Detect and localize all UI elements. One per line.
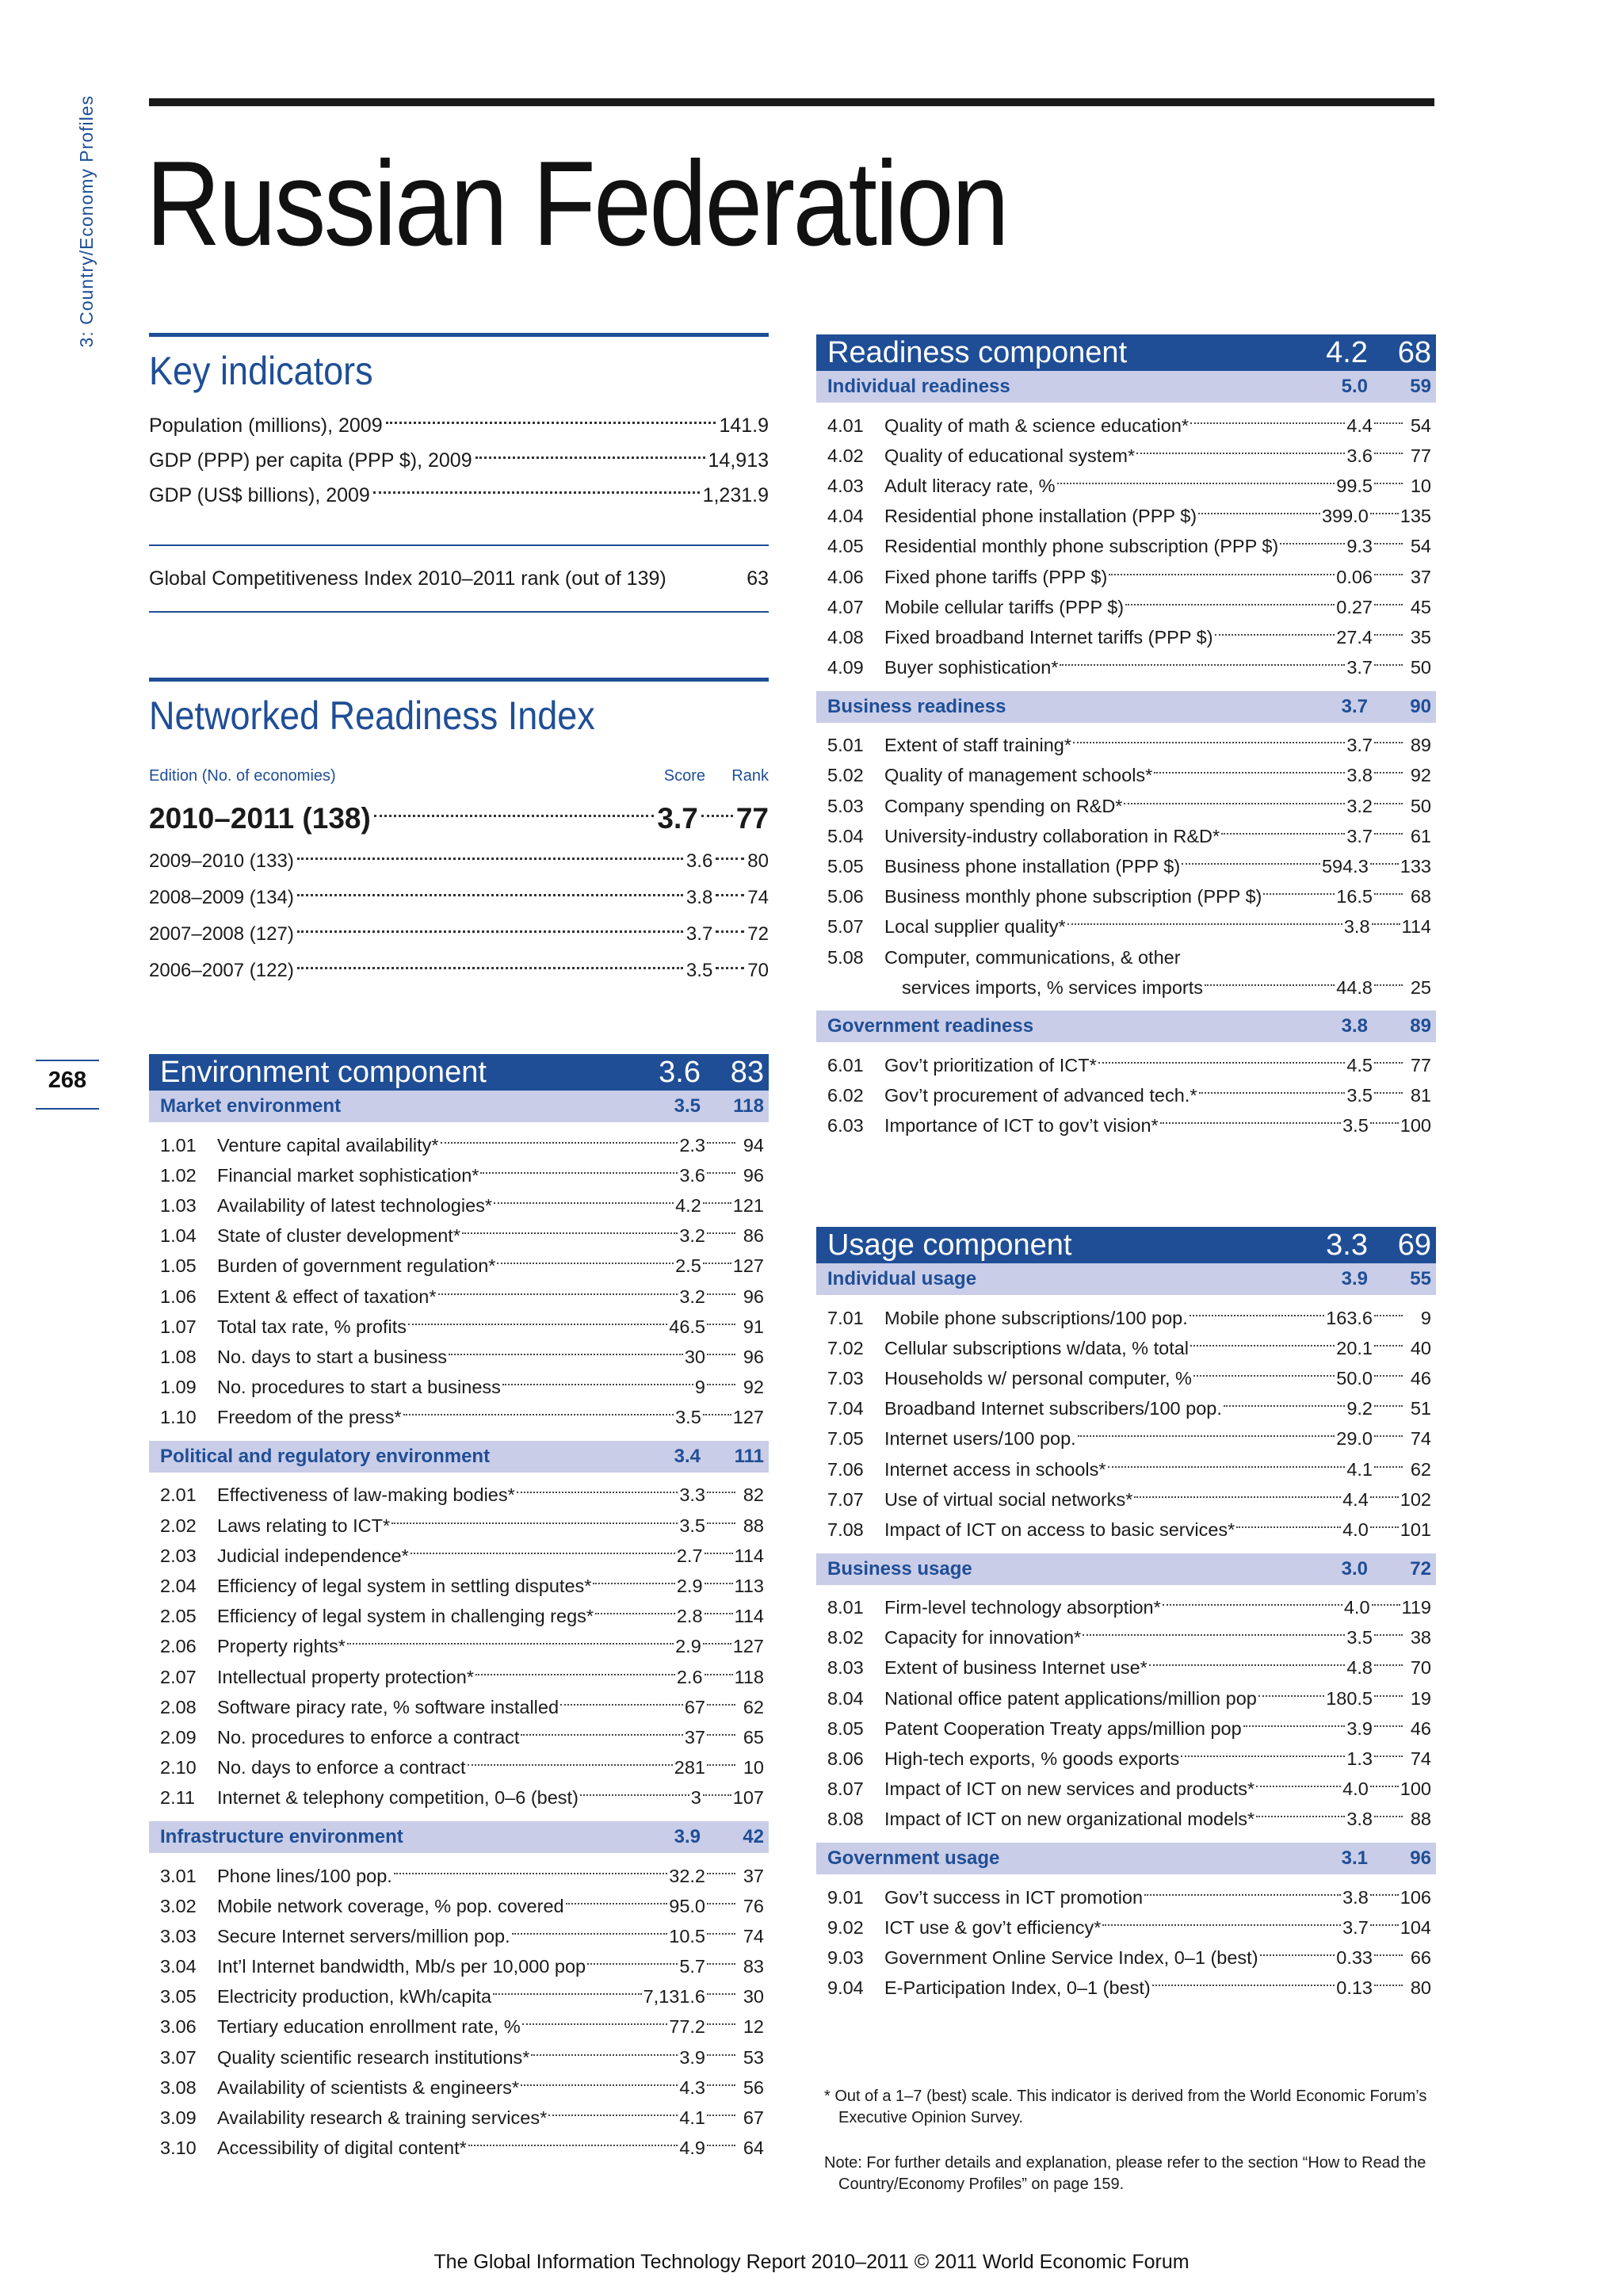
indicator-row: 1.06 Extent & effect of taxation* 3.2 96 (160, 1286, 764, 1307)
indicator-row: 2.02 Laws relating to ICT* 3.5 88 (160, 1515, 764, 1536)
indicator-row: 8.06 High-tech exports, % goods exports 1.3 74 (827, 1748, 1431, 1770)
page-title: Russian Federation (146, 136, 1008, 271)
indicator-row: 8.07 Impact of ICT on new services and products* 4.0 100 (827, 1778, 1431, 1800)
key-indicator-row: Population (millions), 2009 141.9 (149, 414, 769, 437)
indicator-row: 2.09 No. procedures to enforce a contract 37 65 (160, 1726, 764, 1748)
indicator-row: 2.10 No. days to enforce a contract 281 10 (160, 1757, 764, 1778)
indicator-row: 7.06 Internet access in schools* 4.1 62 (827, 1458, 1431, 1480)
section-rule (149, 333, 769, 337)
footnotes (816, 2086, 1436, 2195)
indicator-row: 8.03 Extent of business Internet use* 4.8 70 (827, 1657, 1431, 1679)
indicator-row: 7.02 Cellular subscriptions w/data, % total 20.1 40 (827, 1337, 1431, 1358)
subcomponent-header: Infrastructure environment 3.9 42 (149, 1821, 769, 1853)
indicator-row: 8.08 Impact of ICT on new organizational models* 3.8 88 (827, 1809, 1431, 1830)
indicator-row: 3.02 Mobile network coverage, % pop. covered 95.0 76 (160, 1895, 764, 1916)
indicator-row: 3.10 Accessibility of digital content* 4.9 64 (160, 2137, 764, 2159)
indicator-row: 4.07 Mobile cellular tariffs (PPP $) 0.27 45 (827, 596, 1431, 617)
indicator-row: 3.06 Tertiary education enrollment rate, % 77.2 12 (160, 2016, 764, 2038)
indicator-list (816, 403, 1436, 688)
indicator-row: 5.02 Quality of management schools* 3.8 92 (827, 765, 1431, 786)
indicator-row: 2.06 Property rights* 2.9 127 (160, 1636, 764, 1657)
key-indicators (149, 333, 769, 613)
indicator-row: 4.03 Adult literacy rate, % 99.5 10 (827, 475, 1431, 496)
subcomponent-header: Political and regulatory environment 3.4 111 (149, 1441, 769, 1473)
indicator-row: 9.01 Gov’t success in ICT promotion 3.8 106 (827, 1886, 1431, 1908)
indicator-row: 1.03 Availability of latest technologies* 4.2 121 (160, 1194, 764, 1216)
indicator-row: 1.01 Venture capital availability* 2.3 94 (160, 1134, 764, 1156)
indicator-row: 5.04 University-industry collaboration in R&D* 3.7 61 (827, 825, 1431, 846)
key-indicator-row: GDP (US$ billions), 2009 1,231.9 (149, 483, 769, 506)
indicator-row: 9.04 E-Participation Index, 0–1 (best) 0.13 80 (827, 1977, 1431, 1999)
indicator-row: 5.05 Business phone installation (PPP $) 594.3 133 (827, 856, 1431, 877)
indicator-row: 1.09 No. procedures to start a business 9 92 (160, 1377, 764, 1398)
subcomponent-header: Business usage 3.0 72 (816, 1553, 1436, 1585)
environment-component (149, 1054, 769, 2168)
subcomponent-header: Market environment 3.5 118 (149, 1091, 769, 1122)
indicator-row: 7.04 Broadband Internet subscribers/100 pop. 9.2 51 (827, 1398, 1431, 1419)
indicator-row: 5.08 Computer, communications, & other (827, 946, 1181, 968)
nri-column-headers: Edition (No. of economies) Score Rank (149, 766, 769, 785)
indicator-row: 2.11 Internet & telephony competition, 0–6 (best) 3 107 (160, 1787, 764, 1809)
indicator-row: 5.03 Company spending on R&D* 3.2 50 (827, 795, 1431, 816)
nri-history-row: 2007–2008 (127) 3.7 72 (149, 923, 769, 945)
side-tab: 3: Country/Economy Profiles (76, 95, 97, 348)
indicator-row: 8.04 National office patent applications/million pop 180.5 19 (827, 1687, 1431, 1709)
indicator-row: 7.05 Internet users/100 pop. 29.0 74 (827, 1428, 1431, 1450)
indicator-list (816, 1874, 1436, 2008)
indicator-row: 3.07 Quality scientific research institutions* 3.9 53 (160, 2046, 764, 2068)
footnote-note: Note: For further details and explanation, please refer to the section “How to Read the Country/Economy Profiles” on page 159. (824, 2154, 1426, 2193)
indicator-row: 2.04 Efficiency of legal system in settling disputes* 2.9 113 (160, 1576, 764, 1597)
indicator-row: 4.09 Buyer sophistication* 3.7 50 (827, 657, 1431, 678)
section-rule (149, 611, 769, 613)
page-footer: The Global Information Technology Report 2010–2011 © 2011 World Economic Forum (433, 2251, 1190, 2273)
indicator-row: 6.01 Gov’t prioritization of ICT* 4.5 77 (827, 1054, 1431, 1075)
indicator-row: 5.01 Extent of staff training* 3.7 89 (827, 735, 1431, 756)
readiness-component (816, 334, 1436, 1146)
indicator-row: 2.07 Intellectual property protection* 2.6 118 (160, 1666, 764, 1687)
indicator-list (149, 1853, 769, 2168)
indicator-row: 4.02 Quality of educational system* 3.6 77 (827, 445, 1431, 466)
section-rule (149, 678, 769, 682)
nri-history-row: 2008–2009 (134) 3.8 74 (149, 887, 769, 908)
environment-component-header: Environment component 3.6 83 (149, 1054, 769, 1091)
nri-history-row: 2009–2010 (133) 3.6 80 (149, 850, 769, 872)
indicator-row: 3.01 Phone lines/100 pop. 32.2 37 (160, 1865, 764, 1886)
indicator-row: 9.03 Government Online Service Index, 0–1 (best) 0.33 66 (827, 1946, 1431, 1968)
indicator-list (816, 723, 1436, 1008)
indicator-row: 8.02 Capacity for innovation* 3.5 38 (827, 1627, 1431, 1648)
key-indicators-heading: Key indicators (149, 349, 373, 393)
indicator-row: 8.05 Patent Cooperation Treaty apps/million pop 3.9 46 (827, 1717, 1431, 1739)
indicator-row-continued: services imports, % services imports 44.8 25 (902, 976, 1431, 998)
nri-heading: Networked Readiness Index (149, 693, 595, 738)
indicator-row: 2.08 Software piracy rate, % software installed 67 62 (160, 1696, 764, 1717)
indicator-list (149, 1122, 769, 1438)
top-rule (149, 98, 1434, 106)
nri-history-row: 2006–2007 (122) 3.5 70 (149, 960, 769, 981)
indicator-row: 3.03 Secure Internet servers/million pop. 10.5 74 (160, 1925, 764, 1946)
indicator-row: 3.09 Availability research & training services* 4.1 67 (160, 2107, 764, 2129)
indicator-list (816, 1042, 1436, 1146)
subcomponent-header: Individual readiness 5.0 59 (816, 371, 1436, 403)
indicator-row: 7.03 Households w/ personal computer, % 50.0 46 (827, 1367, 1431, 1389)
indicator-row: 7.01 Mobile phone subscriptions/100 pop. 163.6 9 (827, 1307, 1431, 1328)
page-number-rule (36, 1108, 99, 1110)
usage-component (816, 1227, 1436, 2008)
indicator-row: 4.05 Residential monthly phone subscription (PPP $) 9.3 54 (827, 536, 1431, 557)
indicator-list (816, 1585, 1436, 1840)
subcomponent-header: Individual usage 3.9 55 (816, 1263, 1436, 1295)
indicator-row: 1.02 Financial market sophistication* 3.6 96 (160, 1164, 764, 1186)
indicator-list (149, 1473, 769, 1818)
indicator-row: 5.06 Business monthly phone subscription (PPP $) 16.5 68 (827, 886, 1431, 907)
indicator-row: 9.02 ICT use & gov’t efficiency* 3.7 104 (827, 1916, 1431, 1938)
indicator-row: 1.04 State of cluster development* 3.2 86 (160, 1225, 764, 1247)
indicator-row: 3.05 Electricity production, kWh/capita 7,131.6 30 (160, 1986, 764, 2008)
indicator-row: 2.03 Judicial independence* 2.7 114 (160, 1545, 764, 1566)
indicator-row: 1.08 No. days to start a business 30 96 (160, 1346, 764, 1367)
indicator-row: 3.08 Availability of scientists & engineers* 4.3 56 (160, 2076, 764, 2098)
indicator-list (816, 1295, 1436, 1550)
usage-component-header: Usage component 3.3 69 (816, 1227, 1436, 1263)
indicator-row: 1.10 Freedom of the press* 3.5 127 (160, 1407, 764, 1428)
indicator-row: 4.06 Fixed phone tariffs (PPP $) 0.06 37 (827, 566, 1431, 587)
indicator-row: 3.04 Int’l Internet bandwidth, Mb/s per 10,000 pop 5.7 83 (160, 1956, 764, 1977)
nri-current-row: 2010–2011 (138) 3.7 77 (149, 802, 769, 835)
key-indicator-row: GDP (PPP) per capita (PPP $), 2009 14,913 (149, 449, 769, 472)
indicator-row: 8.01 Firm-level technology absorption* 4.0 119 (827, 1597, 1431, 1618)
indicator-row: 4.08 Fixed broadband Internet tariffs (PPP $) 27.4 35 (827, 626, 1431, 648)
indicator-row: 5.07 Local supplier quality* 3.8 114 (827, 916, 1431, 938)
nri-section (149, 678, 769, 989)
subcomponent-header: Government readiness 3.8 89 (816, 1010, 1436, 1042)
indicator-row: 6.02 Gov’t procurement of advanced tech.* 3.5 81 (827, 1085, 1431, 1106)
section-rule (149, 544, 769, 546)
indicator-row: 2.01 Effectiveness of law-making bodies* 3.3 82 (160, 1484, 764, 1506)
indicator-row: 4.04 Residential phone installation (PPP $) 399.0 135 (827, 506, 1431, 527)
readiness-component-header: Readiness component 4.2 68 (816, 334, 1436, 371)
indicator-row: 4.01 Quality of math & science education* 4.4 54 (827, 415, 1431, 436)
indicator-row: 7.07 Use of virtual social networks* 4.4 102 (827, 1488, 1431, 1510)
footnote-star: * Out of a 1–7 (best) scale. This indicator is derived from the World Economic Forum’s Executive Opinion Survey. (824, 2088, 1427, 2126)
gci-row: Global Competitiveness Index 2010–2011 rank (out of 139) 63 (149, 567, 769, 590)
page-number: 268 (48, 1068, 87, 1093)
indicator-row: 1.07 Total tax rate, % profits 46.5 91 (160, 1316, 764, 1337)
indicator-row: 1.05 Burden of government regulation* 2.5 127 (160, 1255, 764, 1277)
page-number-rule (36, 1060, 99, 1061)
subcomponent-header: Business readiness 3.7 90 (816, 691, 1436, 723)
indicator-row: 6.03 Importance of ICT to gov’t vision* 3.5 100 (827, 1115, 1431, 1137)
subcomponent-header: Government usage 3.1 96 (816, 1843, 1436, 1874)
indicator-row: 7.08 Impact of ICT on access to basic services* 4.0 101 (827, 1519, 1431, 1540)
indicator-row: 2.05 Efficiency of legal system in challenging regs* 2.8 114 (160, 1606, 764, 1627)
